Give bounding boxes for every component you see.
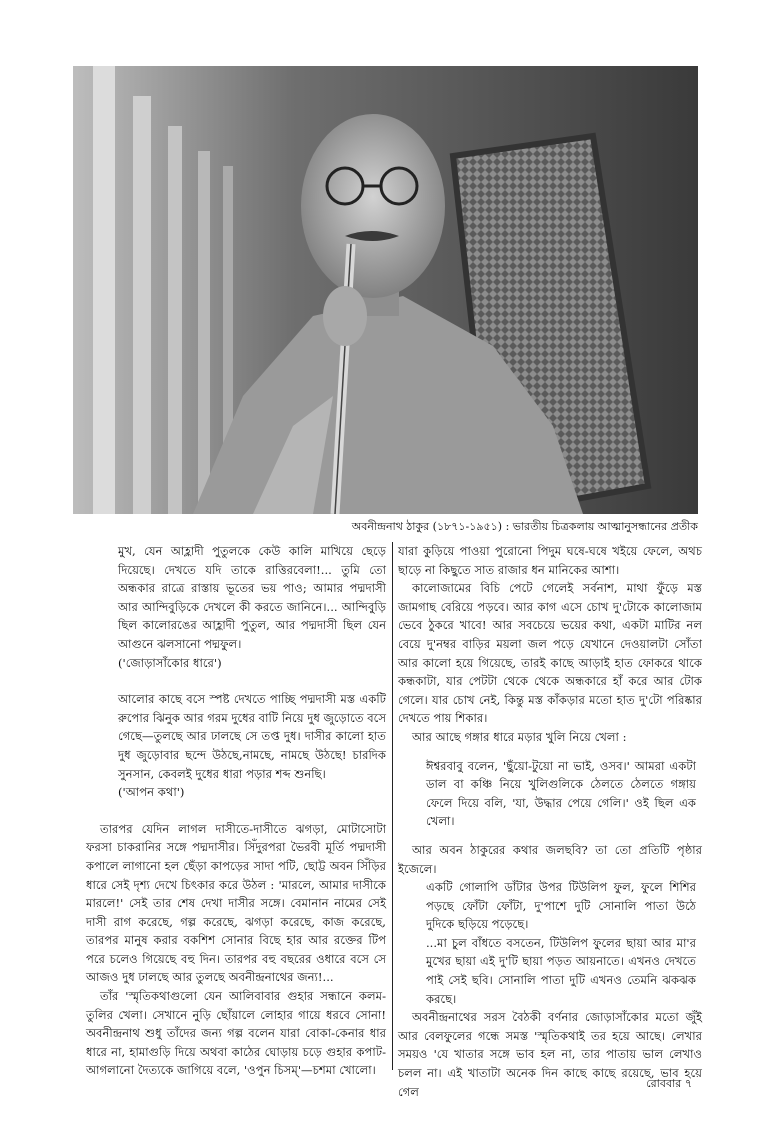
quote-source: ('জোড়াসাঁকোর ধারে')	[118, 655, 222, 670]
right-column	[398, 542, 702, 1101]
pillar-4	[198, 151, 210, 514]
paragraph: অবনীন্দ্রনাথের সরস বৈঠকী বর্ণনার জোড়াসাঁকোর মতো জুঁই আর বেলফুলের গন্ধে সমস্ত 'স্মৃতিকথাই তর হয়ে আছে। লেখার সময়ও 'যে খাতার সঙ্গে ভাব হল না, তার পাতায় ভাল লেখাও চলল না। এই খাতাটা অনেক দিন কাছে কাছে রয়েছে, ভাব হয়ে গেল	[398, 1010, 702, 1099]
paragraph: তাঁর 'স্মৃতিকথাগুলো যেন আলিবাবার গুহার সন্ধানে কলম-তুলির খেলা। সেখানে নুড়ি ছোঁয়ালে লোহার গায়ে ধরবে সোনা! অবনীন্দ্রনাথ শুধু তাঁদের জন্য গল্প বলেন যারা বোকা-কেনার ধার ধারে না, হামাগুড়ি দিয়ে অথবা কাঠের ঘোড়ায় চড়ে গুহার কপাট-আগলানো দৈত্যকে জাগিয়ে বলে, 'ওপুন চিসম্'—চশমা খোলো।	[86, 989, 386, 1078]
paragraph: যারা কুড়িয়ে পাওয়া পুরোনো পিদুম ঘষে-ঘষে খইয়ে ফেলে, অথচ ছাড়ে না কিছুতে সাত রাজার ধন মানিকের আশা।	[398, 544, 702, 577]
page-footer: রোববার ৭	[646, 1077, 692, 1090]
pillar-1	[93, 66, 115, 514]
quote-source: ('আপন কথা')	[118, 785, 185, 800]
quote-block: ...মা চুল বাঁধতে বসতেন, টিউলিপ ফুলের ছায়া আর মা'র মুখের ছায়া এই দু'টি ছায়া পড়ত আয়নাতে। এখনও দেখতে পাই সেই ছবি। সোনালি পাতা দুটি এখনও তেমনি ঝকঝক করছে।	[426, 935, 696, 1006]
left-column	[86, 542, 386, 1080]
photo-caption: অবনীন্দ্রনাথ ঠাকুর (১৮৭১-১৯৫১) : ভারতীয় চিত্রকলায় আত্মানুসন্ধানের প্রতীক	[351, 520, 698, 533]
paragraph: আর অবন ঠাকুরের কথার জলছবি? তা তো প্রতিটি পৃষ্ঠার ইজেলে।	[398, 842, 702, 876]
quote-block: একটি গোলাপি ডাঁটার উপর টিউলিপ ফুল, ফুলে শিশির পড়ছে ফোঁটা ফোঁটা, দু'পাশে দুটি সোনালি পাতা উঠে দুদিকে ছড়িয়ে পড়েছে।	[426, 880, 696, 932]
face	[301, 114, 445, 298]
pillar-3	[168, 126, 182, 514]
quote-apon-katha: আলোর কাছে বসে স্পষ্ট দেখতে পাচ্ছি পদ্মদাসী মস্ত একটি রুপোর ঝিনুক আর গরম দুধের বাটি নিয়ে দুধ জুড়োতে বসে গেছে—তুলছে আর ঢালছে সে তপ্ত দুধ। দাসীর কালো হাত দুধ জুড়োবার ছন্দে উঠছে,নামছে, নামছে উঠছে! চারদিক সুনসান, কেবলই দুধের ধারা পড়ার শব্দ শুনছি।	[118, 692, 386, 781]
pillar-2	[133, 96, 151, 514]
quote-block: ঈশ্বরবাবু বলেন, 'ছুঁয়ো-টুয়ো না ভাই, ওসব।' আমরা একটা ডাল বা কঞ্চি নিয়ে খুলিগুলিকে ঠেলতে ঠেলতে গঙ্গায় ফেলে দিয়ে বলি, 'যা, উদ্ধার পেয়ে গেলি।' ওই ছিল এক খেলা।	[426, 758, 696, 829]
column-divider	[392, 542, 393, 1070]
paragraph: কালোজামের বিচি পেটে গেলেই সর্বনাশ, মাথা ফুঁড়ে মস্ত জামগাছ বেরিয়ে পড়বে। আর কাগ এসে চোখ দু'টোকে কালোজাম ভেবে ঠুকরে খাবে! আর সবচেয়ে ভয়ের কথা, একটা মাটির নল বেয়ে দু'নম্বর বাড়ির ময়লা জল পড়ে যেখানে দেওয়ালটা সোঁতা আর কালো হয়ে গিয়েছে, তারই কাছে আড়াই হাত ফোকরে থাকে কন্ধকাটা, যার পেটটা থেকে থেকে অন্ধকারে হাঁ করে আর টোক গেলে। যার চোখ নেই, কিন্তু মস্ত কাঁকড়ার মতো হাত দু'টো পরিষ্কার দেখতে পায় শিকার।	[398, 581, 702, 726]
paragraph: আর আছে গঙ্গার ধারে মড়ার খুলি নিয়ে খেলা :	[412, 729, 627, 744]
portrait-photo	[73, 66, 698, 514]
photo-image	[73, 66, 698, 514]
quote-jorasankor-dhare: মুখ, যেন আহ্লাদী পুতুলকে কেউ কালি মাখিয়ে ছেড়ে দিয়েছে। দেখতে যদি তাকে রাত্তিরবেলা!... তুমি তো অন্ধকার রাত্রে রাস্তায় ভূতের ভয় পাও; আমার পদ্মদাসী আর আন্দিবুড়িকে দেখলে কী করতে জানিনে।... আন্দিবুড়ি ছিল কালোরঙের আহ্লাদী পুতুল, আর পদ্মদাসী ছিল যেন আগুনে ঝলসানো পদ্মফুল।	[118, 544, 386, 651]
paragraph: তারপর যেদিন লাগল দাসীতে-দাসীতে ঝগড়া, মোটাসোটা ফরসা চাকরানির সঙ্গে পদ্মদাসীর। সিঁদুরপরা ভৈরবী মূর্তি পদ্মদাসী কপালে লাগানো হল ছেঁড়া কাপড়ের সাদা পটি, ছোট্ট অবন সিঁড়ির ধারে সেই দৃশ্য দেখে চিৎকার করে উঠল : 'মারলে, আমার দাসীকে মারলে!' সেই তার শেষ দেখা দাসীর সঙ্গে। বেমানান নামের সেই দাসী রাগ করেছে, গল্প করেছে, ঝগড়া করেছে, কাজ করেছে, তারপর মানুষ করার বকশিশ সোনার বিছে হার আর রক্তের টিপ পরে চলেও গিয়েছে বহু দিন। তারপর বহু বছরের ওধারে বসে সে আজও দুধ ঢালছে আর তুলছে অবনীন্দ্রনাথের জন্য!...	[86, 821, 386, 985]
